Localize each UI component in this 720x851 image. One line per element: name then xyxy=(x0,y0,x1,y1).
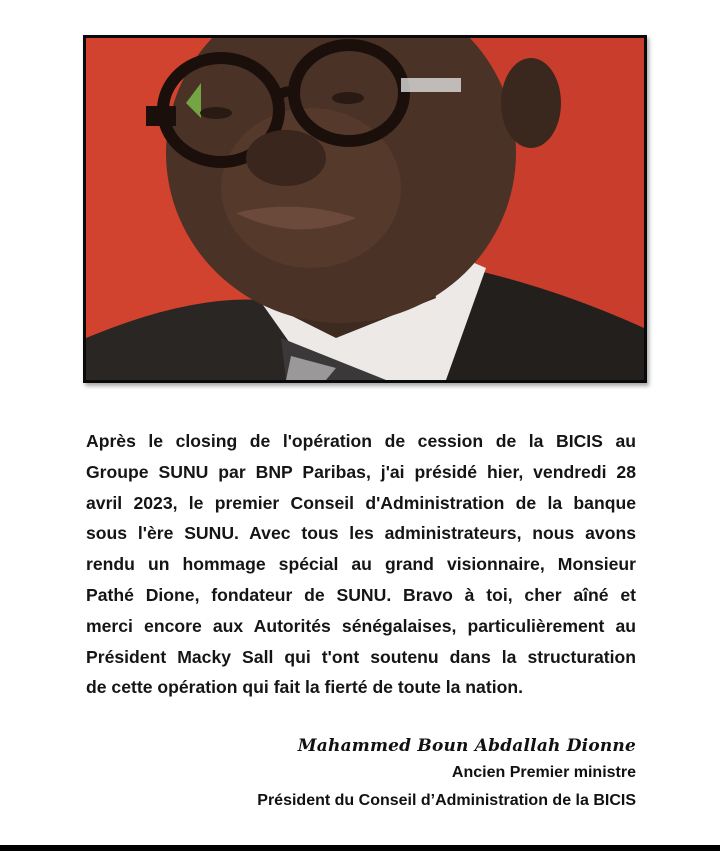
body-line: Pathé Dione, fondateur de SUNU. Bravo à toi, cher aîné et xyxy=(86,584,636,605)
body-line: merci encore aux Autorités sénégalaises, particulièrement au xyxy=(86,615,636,636)
portrait-photo xyxy=(83,35,647,383)
body-line: sous l'ère SUNU. Avec tous les administrateurs, nous avons xyxy=(86,523,636,544)
signature-block xyxy=(257,733,636,815)
body-line: avril 2023, le premier Conseil d'Administration de la banque xyxy=(86,492,636,513)
signature-title-2: Président du Conseil d’Administration de la BICIS xyxy=(257,792,636,809)
body-line: de cette opération qui fait la fierté de toute la nation. xyxy=(86,677,523,698)
portrait-illustration xyxy=(86,38,644,380)
signature-name: Mahammed Boun Abdallah Dionne xyxy=(297,736,636,756)
body-line: Groupe SUNU par BNP Paribas, j'ai présidé hier, vendredi 28 xyxy=(86,461,636,482)
body-line: Président Macky Sall qui t'ont soutenu dans la structuration xyxy=(86,646,636,667)
body-paragraph xyxy=(86,426,636,703)
signature-title-1: Ancien Premier ministre xyxy=(451,764,636,781)
body-line: rendu un hommage spécial au grand visionnaire, Monsieur xyxy=(86,554,636,575)
body-line: Après le closing de l'opération de cession de la BICIS au xyxy=(86,431,636,451)
bottom-divider xyxy=(0,845,720,851)
